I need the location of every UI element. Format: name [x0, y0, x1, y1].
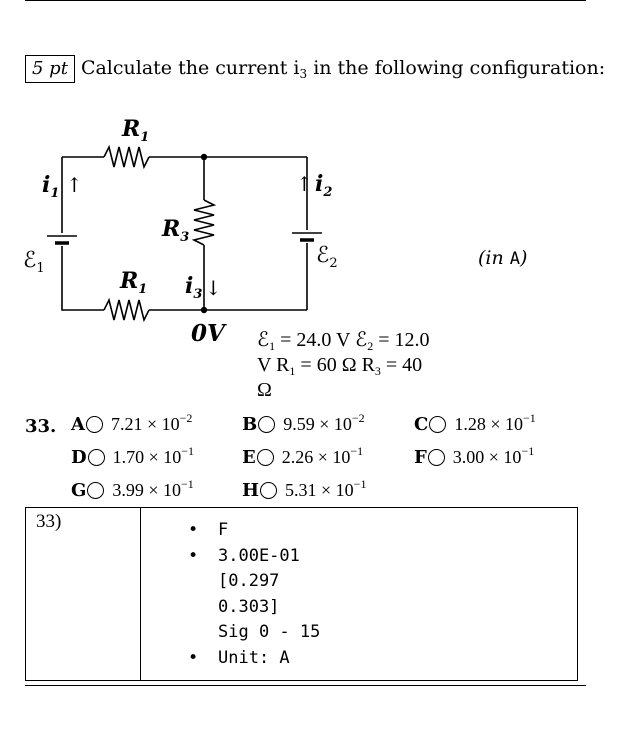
answer-value: • 3.00E-01: [178, 544, 320, 570]
points-badge: 5 pt: [25, 55, 75, 83]
i3-arrow: ↓: [205, 276, 222, 300]
given-values: [257, 328, 477, 403]
e1-label: ℰ$_1$: [23, 248, 45, 276]
radio-e[interactable]: [257, 449, 274, 466]
radio-b[interactable]: [258, 416, 275, 433]
answer-letter: • F: [178, 518, 320, 544]
r3-resistor: [194, 200, 214, 245]
answer-details: [178, 518, 320, 671]
choice-h[interactable]: H $5.31 \times 10^{-1}$: [242, 477, 367, 501]
left-wire-lower: [62, 246, 104, 310]
question-subscript: 3: [299, 67, 308, 81]
i1-arrow: ↑: [66, 173, 83, 197]
choice-c[interactable]: C $1.28 \times 10^{-1}$: [414, 411, 536, 435]
radio-h[interactable]: [260, 482, 277, 499]
junction-bottom: [201, 307, 207, 313]
radio-c[interactable]: [429, 416, 446, 433]
choice-a[interactable]: A $7.21 \times 10^{-2}$: [71, 411, 193, 435]
radio-g[interactable]: [87, 482, 104, 499]
units-note: (in A): [478, 247, 528, 269]
answer-range-high: 0.303]: [218, 596, 280, 617]
i2-arrow: ↑: [296, 172, 313, 196]
choice-d[interactable]: D $1.70 \times 10^{-1}$: [71, 444, 195, 468]
ground-label: 0V: [191, 320, 225, 347]
given-line-3: Ω: [257, 379, 272, 401]
given-line-2: V $R_1 = 60$ Ω $R_3 = 40$: [257, 354, 423, 378]
choice-f[interactable]: F $3.00 \times 10^{-1}$: [414, 444, 535, 468]
i3-label: $i_3$: [185, 273, 203, 302]
junction-top: [201, 154, 207, 160]
choice-e[interactable]: E $2.26 \times 10^{-1}$: [242, 444, 364, 468]
choice-b[interactable]: B $9.59 \times 10^{-2}$: [242, 411, 365, 435]
e2-label: ℰ$_2$: [316, 243, 338, 271]
given-line-1: ℰ$_1$ = 24.0 V ℰ$_2$ = 12.0: [257, 329, 430, 353]
r3-label: $R_3$: [162, 216, 190, 245]
r1-bottom-label: $R_1$: [120, 268, 148, 297]
i2-label: $i_2$: [315, 171, 333, 200]
answer-label: 33): [36, 511, 62, 532]
r1-bottom-resistor: [104, 300, 149, 320]
bottom-rule: [25, 685, 586, 686]
r1-top-resistor: [104, 147, 149, 167]
radio-a[interactable]: [86, 416, 103, 433]
question-text-after: in the following configuration:: [307, 57, 606, 79]
question-text: Calculate the current i: [80, 57, 300, 79]
radio-d[interactable]: [88, 449, 105, 466]
answer-unit: • Unit: A: [178, 646, 320, 672]
answer-sig: Sig 0 - 15: [218, 622, 321, 642]
answer-range-low: [0.297: [218, 571, 280, 591]
question-number: 33.: [25, 416, 57, 437]
i1-label: $i_1$: [42, 172, 60, 201]
radio-f[interactable]: [428, 449, 445, 466]
answer-key-table: [25, 507, 578, 681]
units-note-unit: A: [509, 249, 521, 269]
r1-top-label: $R_1$: [122, 116, 150, 145]
answer-label-cell: [26, 508, 141, 680]
choice-g[interactable]: G $3.99 \times 10^{-1}$: [71, 477, 194, 501]
